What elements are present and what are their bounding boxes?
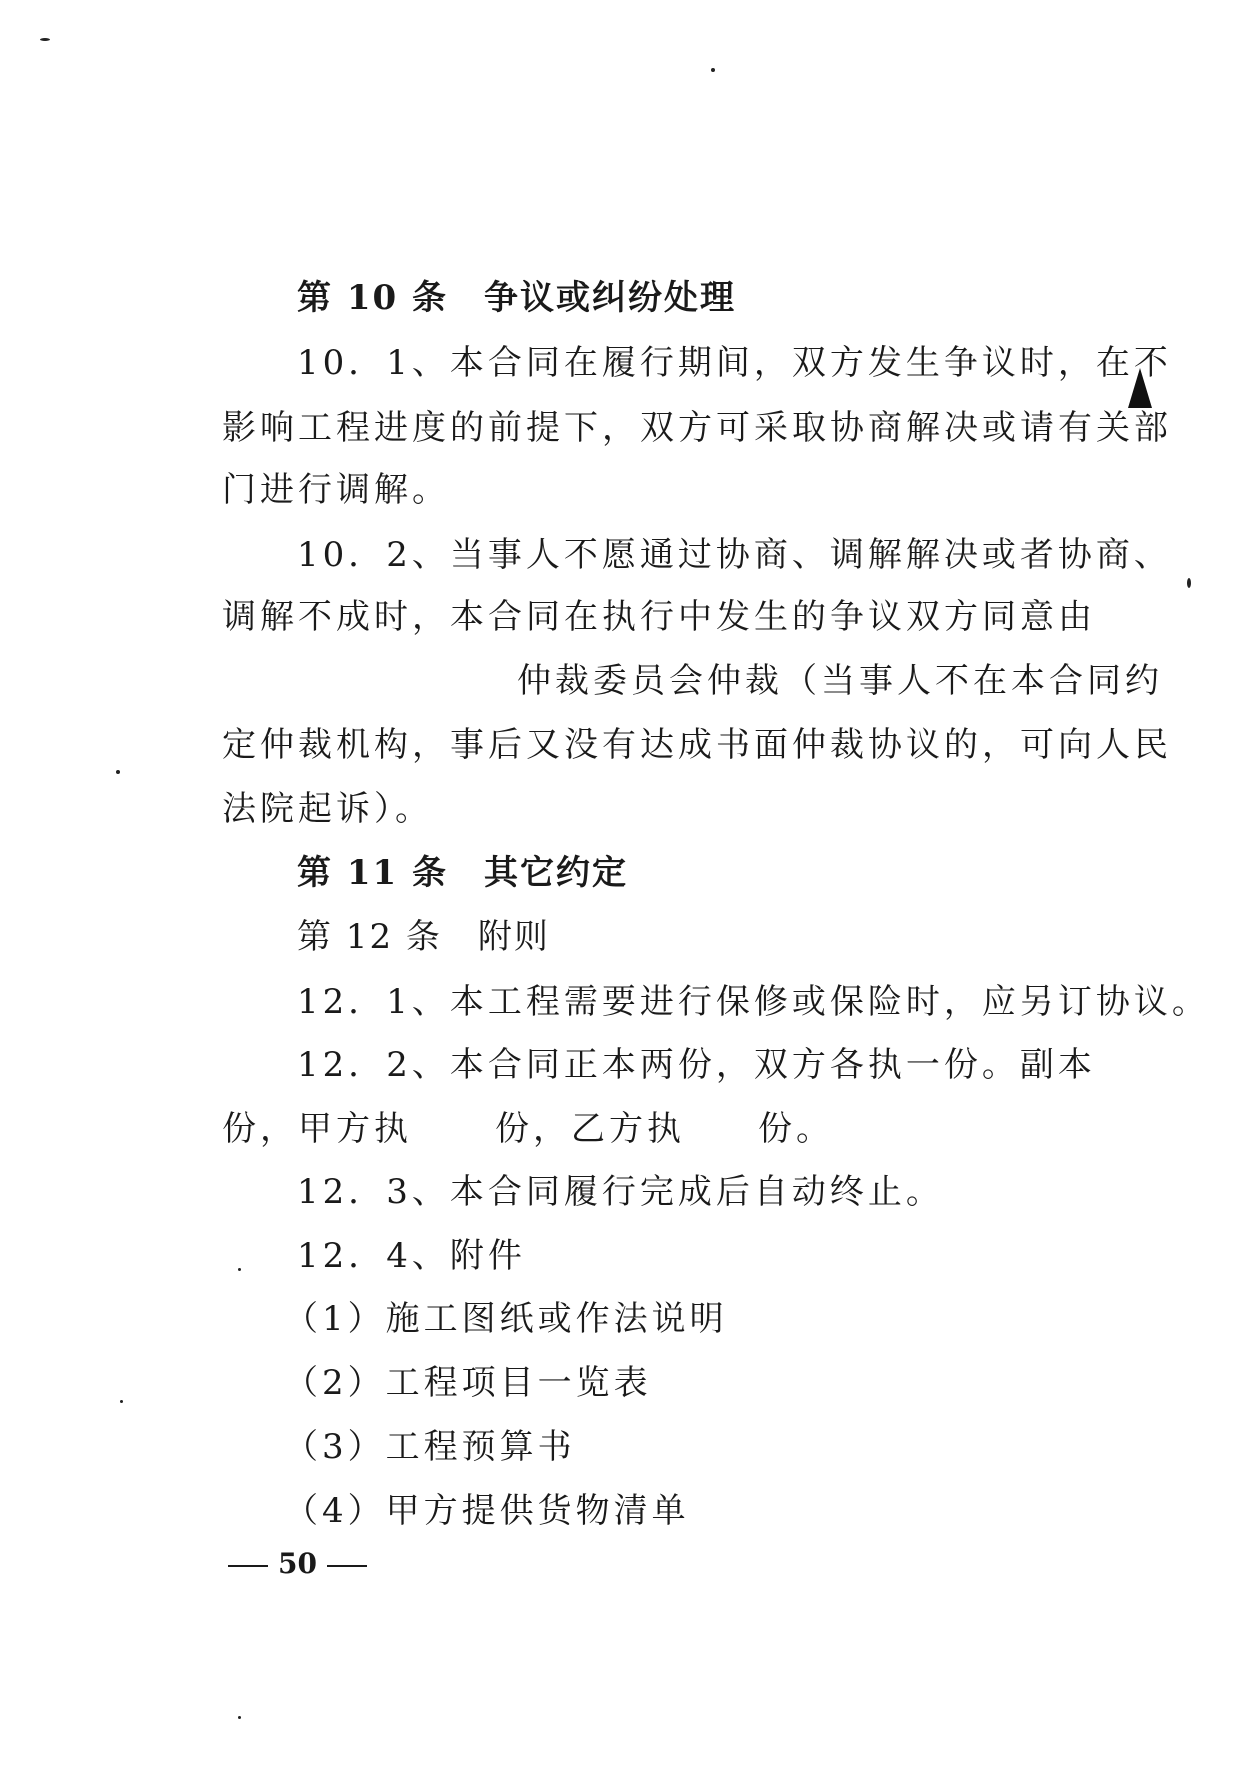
ink-blot-mark bbox=[1128, 368, 1152, 408]
clause-10-2-line-1: 10．2、当事人不愿通过协商、调解解决或者协商、 bbox=[297, 535, 1172, 575]
attachment-item: （4）甲方提供货物清单 bbox=[284, 1491, 690, 1531]
page-number-right-dash bbox=[327, 1565, 367, 1567]
article-10-title: 第 10 条 争议或纠纷处理 bbox=[297, 278, 736, 318]
scan-speck bbox=[120, 1400, 123, 1403]
clause-12-1: 12．1、本工程需要进行保修或保险时，应另订协议。 bbox=[297, 982, 1210, 1022]
page-number-left-dash bbox=[228, 1565, 268, 1567]
scan-speck bbox=[116, 770, 120, 774]
page-number-value: 50 bbox=[278, 1547, 317, 1580]
attachment-item: （1）施工图纸或作法说明 bbox=[284, 1299, 728, 1339]
article-11-title: 第 11 条 其它约定 bbox=[297, 853, 628, 893]
clause-12-2-copies-total: 份，甲方执 bbox=[222, 1109, 412, 1149]
clause-10-2-line-5: 法院起诉）。 bbox=[222, 789, 433, 829]
attachment-item: （2）工程项目一览表 bbox=[284, 1363, 652, 1403]
article-12-title: 第 12 条 附则 bbox=[297, 917, 550, 957]
clause-12-2-line-1: 12．2、本合同正本两份，双方各执一份。副本 bbox=[297, 1045, 1096, 1085]
attachment-item: （3）工程预算书 bbox=[284, 1427, 576, 1467]
scan-speck bbox=[711, 68, 715, 72]
clause-10-2-line-3: 仲裁委员会仲裁（当事人不在本合同约 bbox=[517, 661, 1163, 701]
clause-10-1-line-1: 10．1、本合同在履行期间，双方发生争议时，在不 bbox=[297, 343, 1172, 383]
clause-12-3: 12．3、本合同履行完成后自动终止。 bbox=[297, 1172, 944, 1212]
scan-speck bbox=[1187, 578, 1191, 588]
clause-10-2-line-2: 调解不成时，本合同在执行中发生的争议双方同意由 bbox=[222, 597, 1096, 637]
scan-speck bbox=[238, 1716, 241, 1719]
clause-12-4: 12．4、附件 bbox=[297, 1236, 526, 1276]
page-number bbox=[218, 1548, 377, 1580]
clause-10-1-line-2: 影响工程进度的前提下，双方可采取协商解决或请有关部 bbox=[222, 408, 1172, 448]
clause-12-2-copies-party-b: 份，乙方执 bbox=[495, 1109, 685, 1149]
clause-12-2-copies-end: 份。 bbox=[758, 1109, 834, 1149]
clause-10-2-line-4: 定仲裁机构，事后又没有达成书面仲裁协议的，可向人民 bbox=[222, 725, 1172, 765]
clause-10-1-line-3: 门进行调解。 bbox=[222, 470, 450, 510]
scan-speck bbox=[40, 38, 50, 41]
scan-speck bbox=[238, 1268, 241, 1271]
